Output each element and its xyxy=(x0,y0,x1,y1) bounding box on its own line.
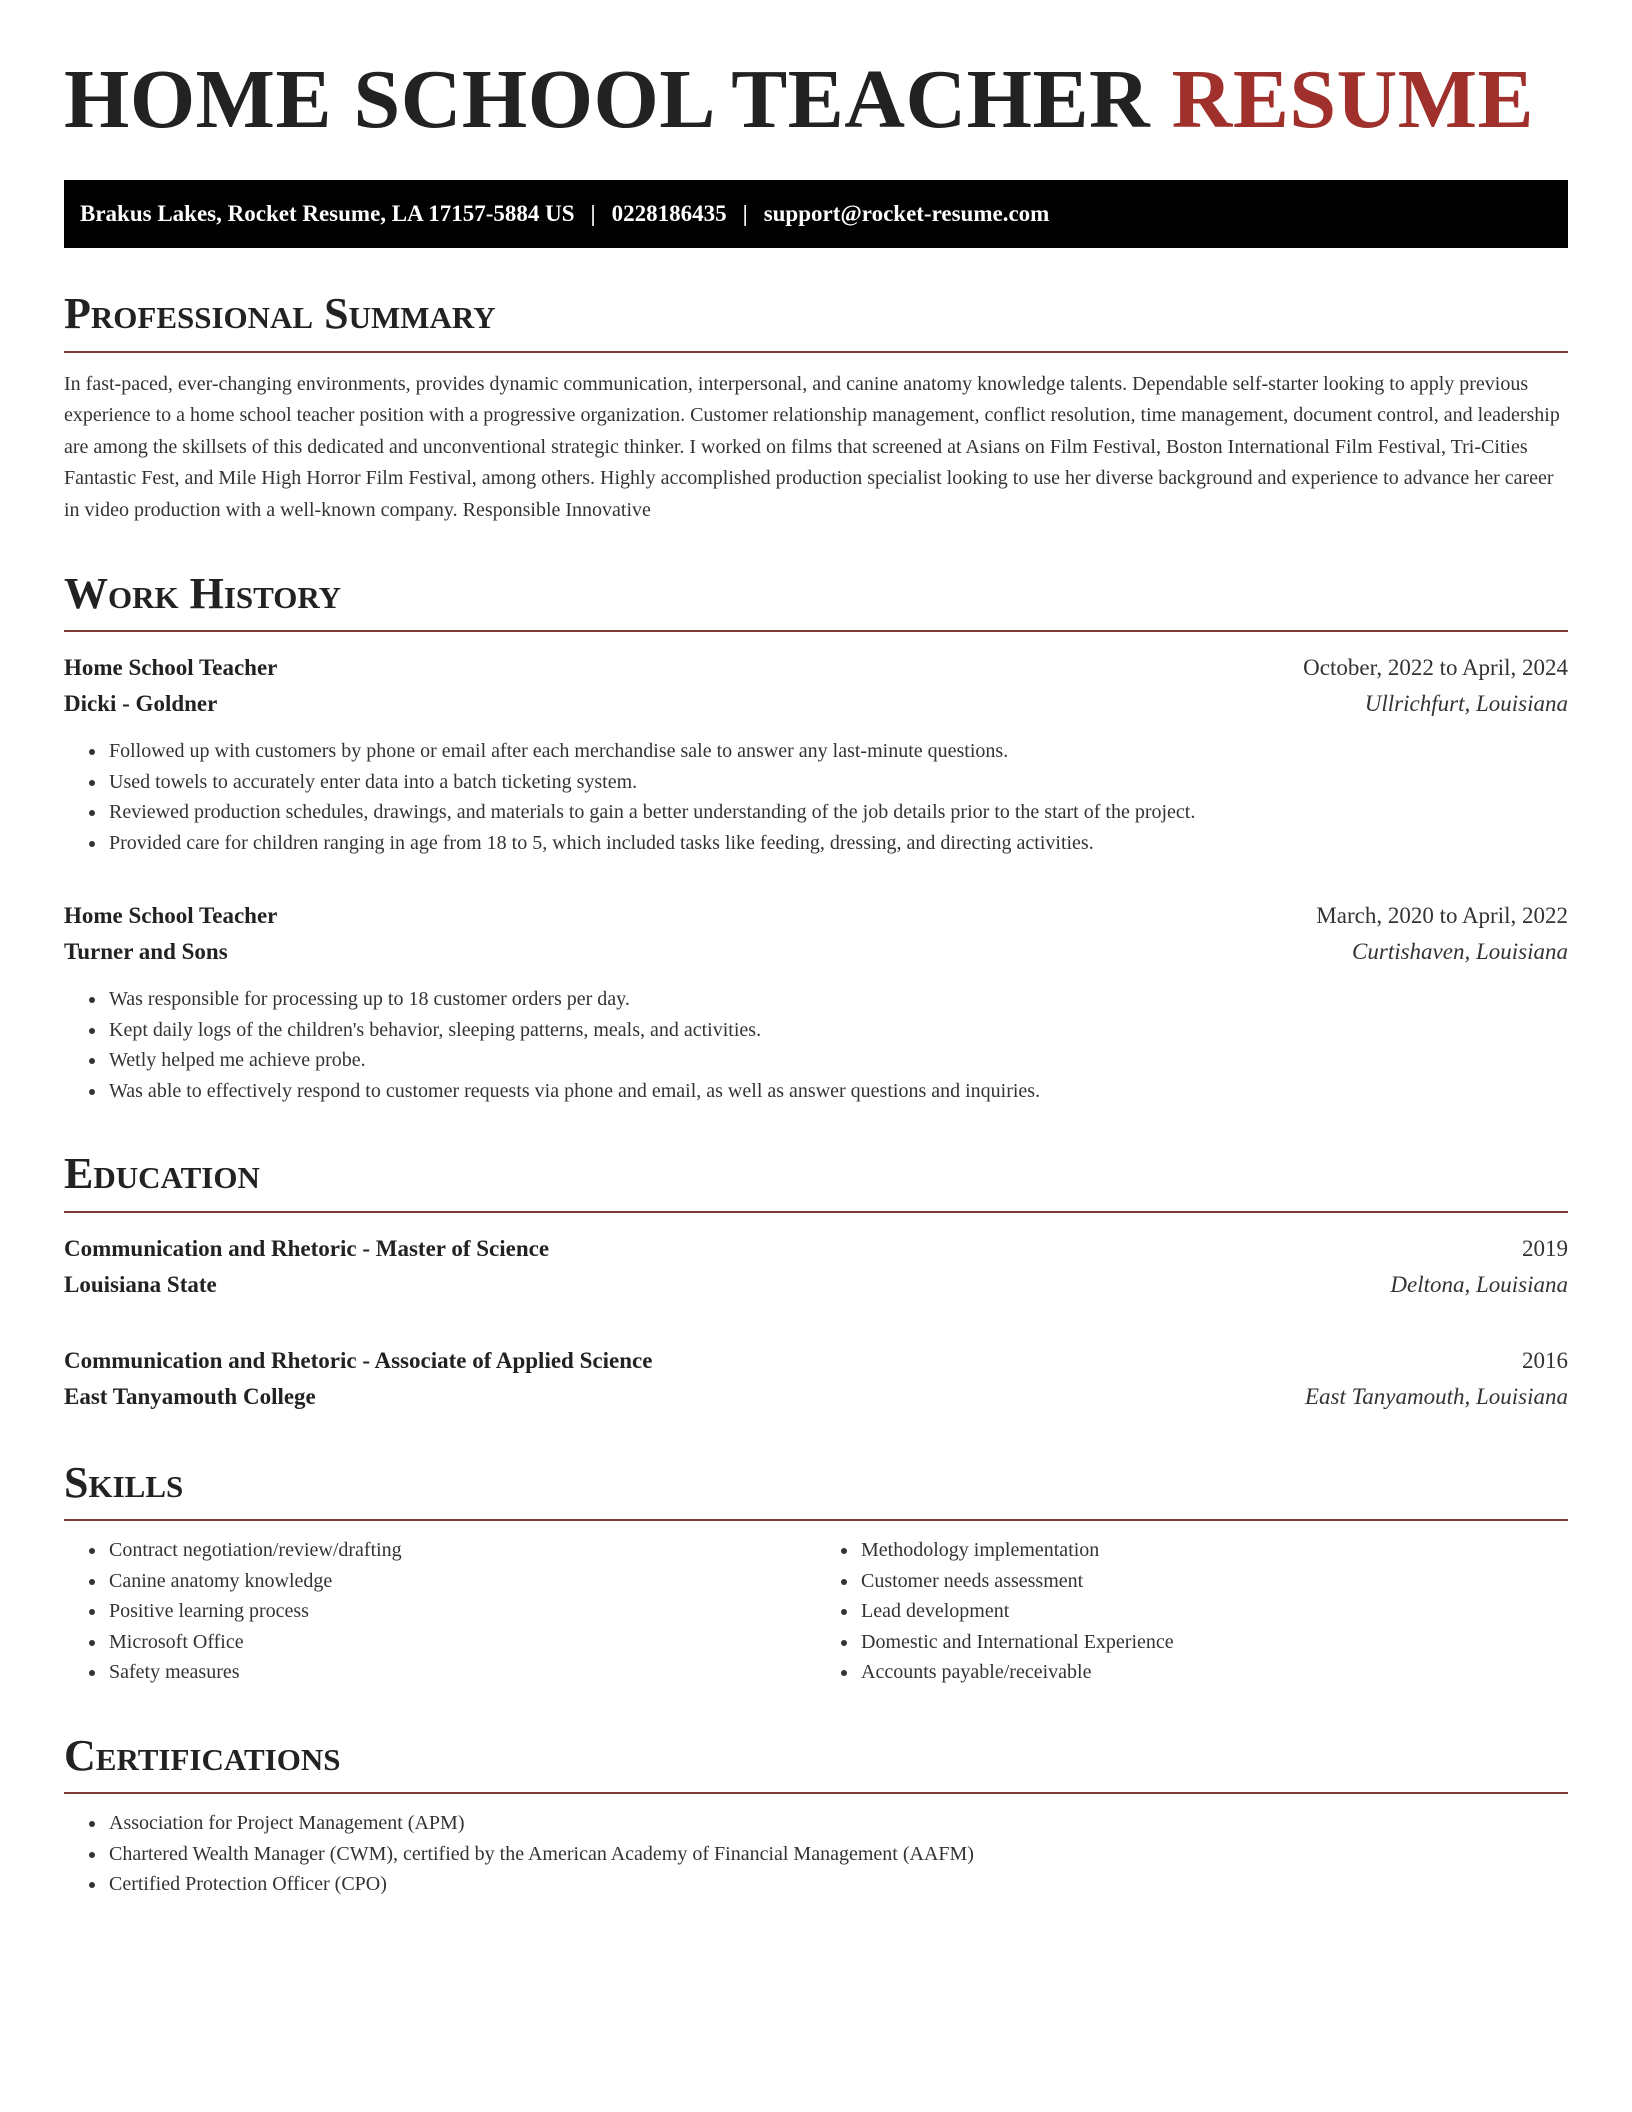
job-header-row xyxy=(64,650,1568,686)
title-accent: RESUME xyxy=(1171,53,1535,146)
job-title: Home School Teacher xyxy=(64,903,278,929)
skills-grid xyxy=(64,1535,1568,1688)
contact-separator: | xyxy=(742,201,748,227)
contact-phone: 0228186435 xyxy=(611,201,727,227)
job-dates: October, 2022 to April, 2024 xyxy=(1303,655,1568,681)
job-duty: • Followed up with customers by phone or email after each merchandise sale to answer any last-minute questions. xyxy=(107,736,1568,767)
skill-item: • Positive learning process xyxy=(107,1596,816,1627)
education-section xyxy=(64,1150,1568,1414)
skills-list-left xyxy=(64,1535,816,1688)
certifications-heading: Certifications xyxy=(64,1732,1568,1794)
contact-bar xyxy=(64,180,1568,248)
work-history-heading: Work History xyxy=(64,570,1568,632)
education-heading: Education xyxy=(64,1150,1568,1212)
job-duty: • Was responsible for processing up to 18 customer orders per day. xyxy=(107,984,1568,1015)
education-year: 2016 xyxy=(1522,1347,1568,1373)
skill-item: • Methodology implementation xyxy=(859,1535,1568,1566)
certification-item: • Certified Protection Officer (CPO) xyxy=(107,1869,1568,1900)
skill-item: • Canine anatomy knowledge xyxy=(107,1566,816,1597)
education-degree: Communication and Rhetoric - Associate of Applied Science xyxy=(64,1347,653,1373)
skills-section xyxy=(64,1459,1568,1688)
job-company: Turner and Sons xyxy=(64,939,228,965)
education-entry xyxy=(64,1231,1568,1303)
job-entry xyxy=(64,898,1568,1106)
education-degree: Communication and Rhetoric - Master of Science xyxy=(64,1235,550,1261)
contact-separator: | xyxy=(590,201,596,227)
education-location: East Tanyamouth, Louisiana xyxy=(1304,1383,1568,1409)
skill-item: • Safety measures xyxy=(107,1657,816,1688)
education-school: Louisiana State xyxy=(64,1271,217,1297)
job-duties-list xyxy=(64,736,1568,858)
job-company: Dicki - Goldner xyxy=(64,691,218,717)
education-location: Deltona, Louisiana xyxy=(1390,1271,1568,1297)
certifications-section xyxy=(64,1732,1568,1900)
job-entry xyxy=(64,650,1568,858)
job-location: Curtishaven, Louisiana xyxy=(1352,939,1568,965)
skill-item: • Accounts payable/receivable xyxy=(859,1657,1568,1688)
job-company-row xyxy=(64,934,1568,970)
education-entry xyxy=(64,1343,1568,1415)
job-duty: • Was able to effectively respond to customer requests via phone and email, as well as answer questions and inquiries. xyxy=(107,1076,1568,1107)
job-duty: • Reviewed production schedules, drawings, and materials to gain a better understanding of the job details prior to the start of the project. xyxy=(107,797,1568,828)
education-degree-row xyxy=(64,1231,1568,1267)
job-duty: • Provided care for children ranging in age from 18 to 5, which included tasks like feeding, dressing, and directing activities. xyxy=(107,828,1568,859)
certification-item: • Chartered Wealth Manager (CWM), certified by the American Academy of Financial Management (AAFM) xyxy=(107,1839,1568,1870)
summary-heading: Professional Summary xyxy=(64,290,1568,352)
title-main: HOME SCHOOL TEACHER xyxy=(64,53,1151,146)
resume-title xyxy=(64,53,1568,146)
certifications-list xyxy=(64,1808,1568,1900)
job-dates: March, 2020 to April, 2022 xyxy=(1316,903,1568,929)
skill-item: • Microsoft Office xyxy=(107,1627,816,1658)
job-duty: • Wetly helped me achieve probe. xyxy=(107,1045,1568,1076)
job-duty: • Kept daily logs of the children's behavior, sleeping patterns, meals, and activities. xyxy=(107,1015,1568,1046)
skill-item: • Customer needs assessment xyxy=(859,1566,1568,1597)
job-title: Home School Teacher xyxy=(64,655,278,681)
job-header-row xyxy=(64,898,1568,934)
job-duties-list xyxy=(64,984,1568,1106)
skill-item: • Contract negotiation/review/drafting xyxy=(107,1535,816,1566)
education-year: 2019 xyxy=(1522,1235,1568,1261)
summary-section xyxy=(64,290,1568,526)
contact-email: support@rocket-resume.com xyxy=(763,201,1050,227)
education-school: East Tanyamouth College xyxy=(64,1383,316,1409)
education-school-row xyxy=(64,1267,1568,1303)
work-history-section xyxy=(64,570,1568,1106)
skill-item: • Domestic and International Experience xyxy=(859,1627,1568,1658)
job-location: Ullrichfurt, Louisiana xyxy=(1364,691,1568,717)
education-degree-row xyxy=(64,1343,1568,1379)
skill-item: • Lead development xyxy=(859,1596,1568,1627)
education-school-row xyxy=(64,1379,1568,1415)
skills-heading: Skills xyxy=(64,1459,1568,1521)
job-duty: • Used towels to accurately enter data into a batch ticketing system. xyxy=(107,767,1568,798)
summary-text: In fast-paced, ever-changing environments, provides dynamic communication, interpersonal, and canine anatomy knowledge talents. Dependable self-starter looking to apply previous experience to a home school teacher position with a progressive organization. Customer relationship management, conflict resolution, time management, document control, and leadership are among the skillsets of this dedicated and unconventional strategic thinker. I worked on films that screened at Asians on Film Festival, Boston International Film Festival, Tri-Cities Fantastic Fest, and Mile High Horror Film Festival, among others. Highly accomplished production specialist looking to use her diverse background and experience to advance her career in video production with a well-known company. Responsible Innovative xyxy=(64,372,1560,521)
skills-list-right xyxy=(816,1535,1568,1688)
job-company-row xyxy=(64,686,1568,722)
certification-item: • Association for Project Management (APM) xyxy=(107,1808,1568,1839)
contact-address: Brakus Lakes, Rocket Resume, LA 17157-5884 US xyxy=(80,201,575,227)
